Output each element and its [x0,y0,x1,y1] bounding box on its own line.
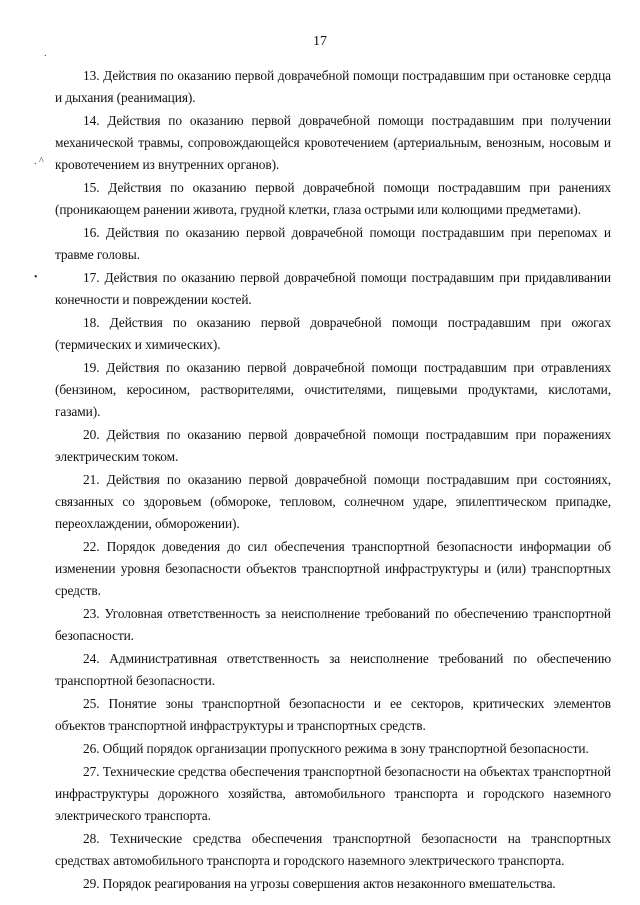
list-item-17: 17. Действия по оказанию первой доврачебной помощи пострадавшим при придавливании конечности и повреждении костей. [55,270,611,307]
list-item-28: 28. Технические средства обеспечения транспортной безопасности на транспортных средствах автомобильного транспорта и городского наземного электрического транспорта. [55,831,611,868]
list-item-26: 26. Общий порядок организации пропускного режима в зону транспортной безопасности. [83,741,589,756]
page-number: 17 [313,34,327,49]
list-item-29: 29. Порядок реагирования на угрозы совершения актов незаконного вмешательства. [83,876,556,891]
list-item-14: 14. Действия по оказанию первой доврачебной помощи пострадавшим при получении механической травмы, сопровождающейся кровотечением (артериальным, венозным, носовым и кровотечением из внутренних органов). [55,113,611,172]
list-item-15: 15. Действия по оказанию первой доврачебной помощи пострадавшим при ранениях (проникающем ранении живота, грудной клетки, глаза острыми или колющими предметами). [55,180,611,217]
list-item-24: 24. Административная ответственность за неисполнение требований по обеспечению транспортной безопасности. [55,651,611,688]
list-item-25: 25. Понятие зоны транспортной безопасности и ее секторов, критических элементов объектов транспортной инфраструктуры и транспортных средств. [55,696,611,733]
list-item-18: 18. Действия по оказанию первой доврачебной помощи пострадавшим при ожогах (термических и химических). [55,315,611,352]
list-item-19: 19. Действия по оказанию первой доврачебной помощи пострадавшим при отравлениях (бензином, керосином, растворителями, очистителями, пищевыми продуктами, кислотами, газами). [55,360,611,419]
list-item-27: 27. Технические средства обеспечения транспортной безопасности на объектах транспортной инфраструктуры дорожного хозяйства, автомобильного транспорта и городского наземного электрического транспорта. [55,764,611,823]
document-body [55,65,611,896]
list-item-23: 23. Уголовная ответственность за неисполнение требований по обеспечению транспортной безопасности. [55,606,611,643]
list-item-21: 21. Действия по оказанию первой доврачебной помощи пострадавшим при состояниях, связанных со здоровьем (обмороке, тепловом, солнечном ударе, эпилептическом припадке, переохлаждении, обморожении). [55,472,611,531]
list-item-16: 16. Действия по оказанию первой доврачебной помощи пострадавшим при перепомах и травме головы. [55,225,611,262]
margin-mark-1: . [44,48,47,59]
list-item-20: 20. Действия по оказанию первой доврачебной помощи пострадавшим при поражениях электрическим током. [55,427,611,464]
margin-mark-2: . ^ [34,156,44,167]
margin-mark-3: • [34,272,38,283]
list-item-13: 13. Действия по оказанию первой доврачебной помощи пострадавшим при остановке сердца и дыхания (реанимация). [55,68,611,105]
list-item-22: 22. Порядок доведения до сил обеспечения транспортной безопасности информации об изменении уровня безопасности объектов транспортной инфраструктуры и (или) транспортных средств. [55,539,611,598]
